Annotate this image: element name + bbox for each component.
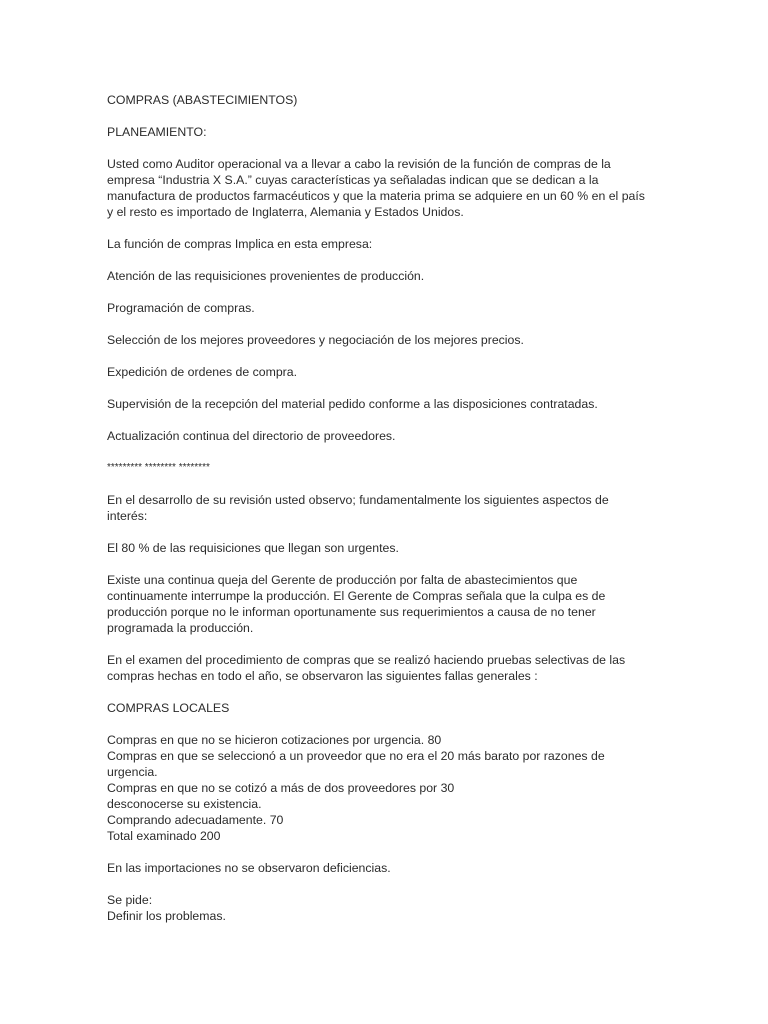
text-line: Definir los problemas. <box>107 909 226 923</box>
request-paragraph <box>107 892 667 924</box>
function-item: Programación de compras. <box>107 301 255 315</box>
separator-asterisks: ********* ******** ******** <box>107 462 210 473</box>
text-line: Se pide: <box>107 893 153 907</box>
list-item: Compras en que se seleccionó a un proveedor que no era el 20 más barato por razones de <box>107 749 605 763</box>
local-purchases-list <box>107 732 667 844</box>
function-item: Selección de los mejores proveedores y negociación de los mejores precios. <box>107 333 524 347</box>
list-item: Comprando adecuadamente. 70 <box>107 813 284 827</box>
text-line: empresa “Industria X S.A.” cuyas características ya señaladas indican que se dedican a la <box>107 173 599 187</box>
urgent-statement: El 80 % de las requisiciones que llegan son urgentes. <box>107 541 399 555</box>
observation-paragraph <box>107 492 667 524</box>
complaint-paragraph <box>107 572 667 636</box>
section-heading-planeamiento: PLANEAMIENTO: <box>107 125 207 139</box>
section-heading-compras-locales: COMPRAS LOCALES <box>107 701 230 715</box>
text-line: Existe una continua queja del Gerente de producción por falta de abastecimientos que <box>107 573 578 587</box>
imports-statement: En las importaciones no se observaron deficiencias. <box>107 861 391 875</box>
exam-paragraph <box>107 652 667 684</box>
list-item: Total examinado 200 <box>107 829 221 843</box>
intro-paragraph <box>107 156 667 220</box>
function-item: Actualización continua del directorio de proveedores. <box>107 429 396 443</box>
list-item: desconocerse su existencia. <box>107 797 262 811</box>
text-line: compras hechas en todo el año, se observaron las siguientes fallas generales : <box>107 669 538 683</box>
list-item: Compras en que no se cotizó a más de dos proveedores por 30 <box>107 781 455 795</box>
text-line: y el resto es importado de Inglaterra, Alemania y Estados Unidos. <box>107 205 464 219</box>
function-item: Supervisión de la recepción del material pedido conforme a las disposiciones contratadas. <box>107 397 598 411</box>
list-item: urgencia. <box>107 765 158 779</box>
text-line: producción porque no le informan oportunamente sus requerimientos a causa de no tener <box>107 605 596 619</box>
function-item: Atención de las requisiciones provenientes de producción. <box>107 269 425 283</box>
text-line: interés: <box>107 509 148 523</box>
document-page <box>107 92 667 940</box>
function-item: Expedición de ordenes de compra. <box>107 365 298 379</box>
list-item: Compras en que no se hicieron cotizaciones por urgencia. 80 <box>107 733 442 747</box>
text-line: programada la producción. <box>107 621 254 635</box>
text-line: En el desarrollo de su revisión usted observo; fundamentalmente los siguientes aspectos de <box>107 493 609 507</box>
text-line: continuamente interrumpe la producción. El Gerente de Compras señala que la culpa es de <box>107 589 606 603</box>
functions-intro: La función de compras Implica en esta empresa: <box>107 237 373 251</box>
document-title: COMPRAS (ABASTECIMIENTOS) <box>107 93 298 107</box>
text-line: manufactura de productos farmacéuticos y que la materia prima se adquiere en un 60 % en el país <box>107 189 645 203</box>
text-line: Usted como Auditor operacional va a llevar a cabo la revisión de la función de compras de la <box>107 157 611 171</box>
text-line: En el examen del procedimiento de compras que se realizó haciendo pruebas selectivas de las <box>107 653 626 667</box>
